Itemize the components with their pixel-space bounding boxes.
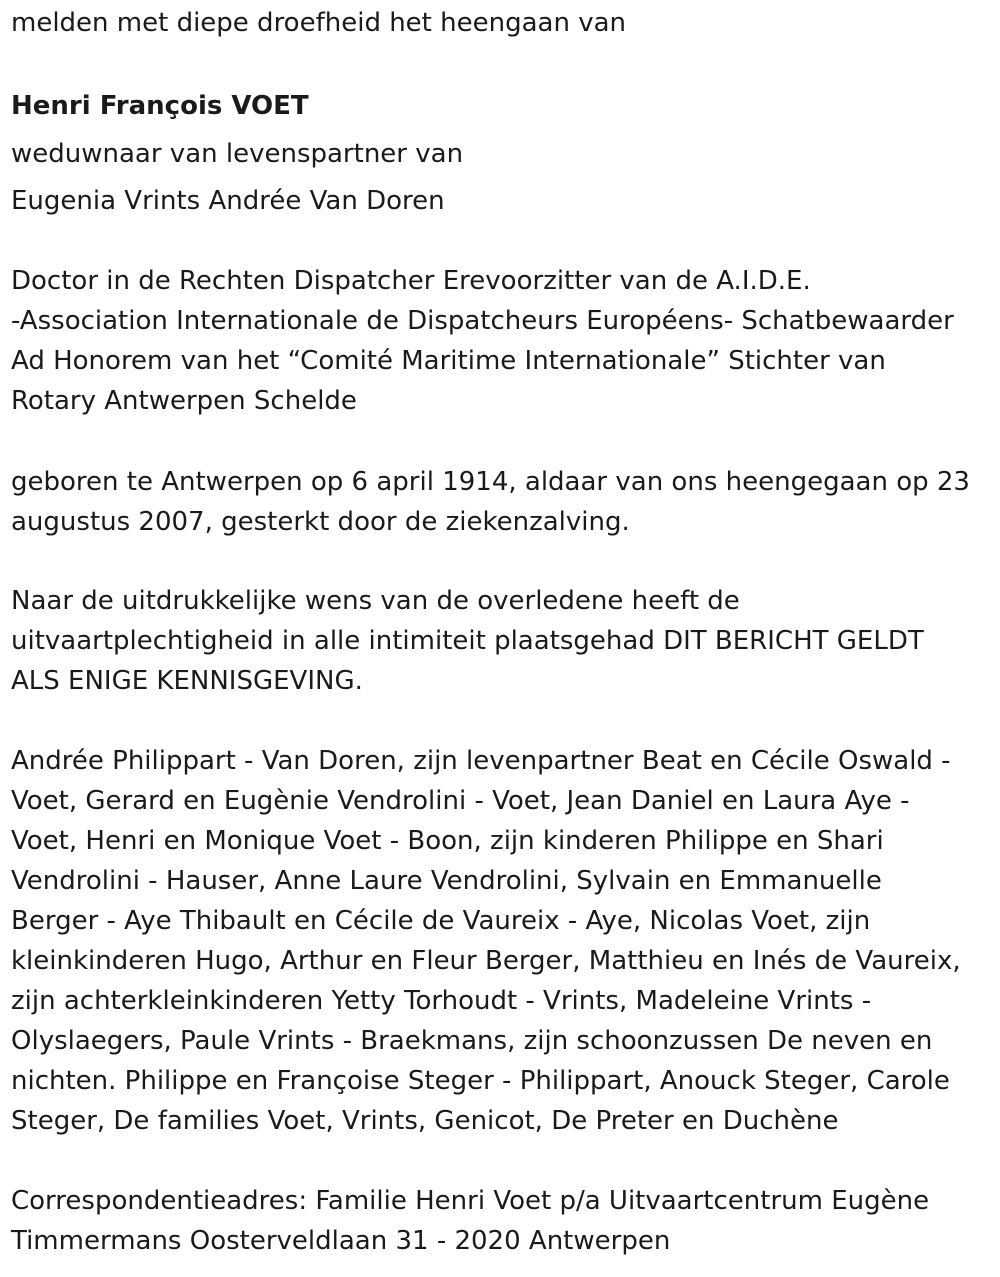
family-line: Vendrolini - Hauser, Anne Laure Vendrolini, Sylvain en Emmanuelle <box>11 866 882 896</box>
partner-name: Eugenia Vrints Andrée Van Doren <box>11 186 445 216</box>
correspondence-address <box>11 1181 991 1261</box>
family-line: nichten. Philippe en Françoise Steger - Philippart, Anouck Steger, Carole <box>11 1066 950 1096</box>
family-line: Voet, Gerard en Eugènie Vendrolini - Voet, Jean Daniel en Laura Aye - <box>11 786 910 816</box>
family-line: Steger, De families Voet, Vrints, Genicot, De Preter en Duchène <box>11 1106 839 1136</box>
born-line: geboren te Antwerpen op 6 april 1914, aldaar van ons heengegaan op 23 <box>11 467 970 497</box>
relation-line: weduwnaar van levenspartner van <box>11 139 464 169</box>
wish-line: Naar de uitdrukkelijke wens van de overledene heeft de <box>11 586 740 616</box>
titles-line: Ad Honorem van het “Comité Maritime Internationale” Stichter van <box>11 346 886 376</box>
titles-line: -Association Internationale de Dispatcheurs Européens- Schatbewaarder <box>11 306 954 336</box>
titles-paragraph <box>11 261 991 421</box>
deceased-name: Henri François VOET <box>11 91 309 121</box>
family-line: Andrée Philippart - Van Doren, zijn levenpartner Beat en Cécile Oswald - <box>11 746 951 776</box>
family-line: Voet, Henri en Monique Voet - Boon, zijn kinderen Philippe en Shari <box>11 826 884 856</box>
titles-line: Doctor in de Rechten Dispatcher Erevoorzitter van de A.I.D.E. <box>11 266 811 296</box>
family-line: Berger - Aye Thibault en Cécile de Vaureix - Aye, Nicolas Voet, zijn <box>11 906 871 936</box>
birth-death-paragraph <box>11 462 991 542</box>
wish-line: ALS ENIGE KENNISGEVING. <box>11 666 363 696</box>
address-line: Correspondentieadres: Familie Henri Voet p/a Uitvaartcentrum Eugène <box>11 1186 930 1216</box>
family-line: kleinkinderen Hugo, Arthur en Fleur Berger, Matthieu en Inés de Vaureix, <box>11 946 961 976</box>
address-line: Timmermans Oosterveldlaan 31 - 2020 Antwerpen <box>11 1226 671 1256</box>
titles-line: Rotary Antwerpen Schelde <box>11 386 357 416</box>
family-line: Olyslaegers, Paule Vrints - Braekmans, zijn schoonzussen De neven en <box>11 1026 933 1056</box>
family-paragraph <box>11 741 986 1141</box>
born-line: augustus 2007, gesterkt door de ziekenzalving. <box>11 507 630 537</box>
family-line: zijn achterkleinkinderen Yetty Torhoudt - Vrints, Madeleine Vrints - <box>11 986 872 1016</box>
intro-text: melden met diepe droefheid het heengaan van <box>11 8 626 38</box>
wish-line: uitvaartplechtigheid in alle intimiteit plaatsgehad DIT BERICHT GELDT <box>11 626 924 656</box>
wish-paragraph <box>11 581 991 701</box>
